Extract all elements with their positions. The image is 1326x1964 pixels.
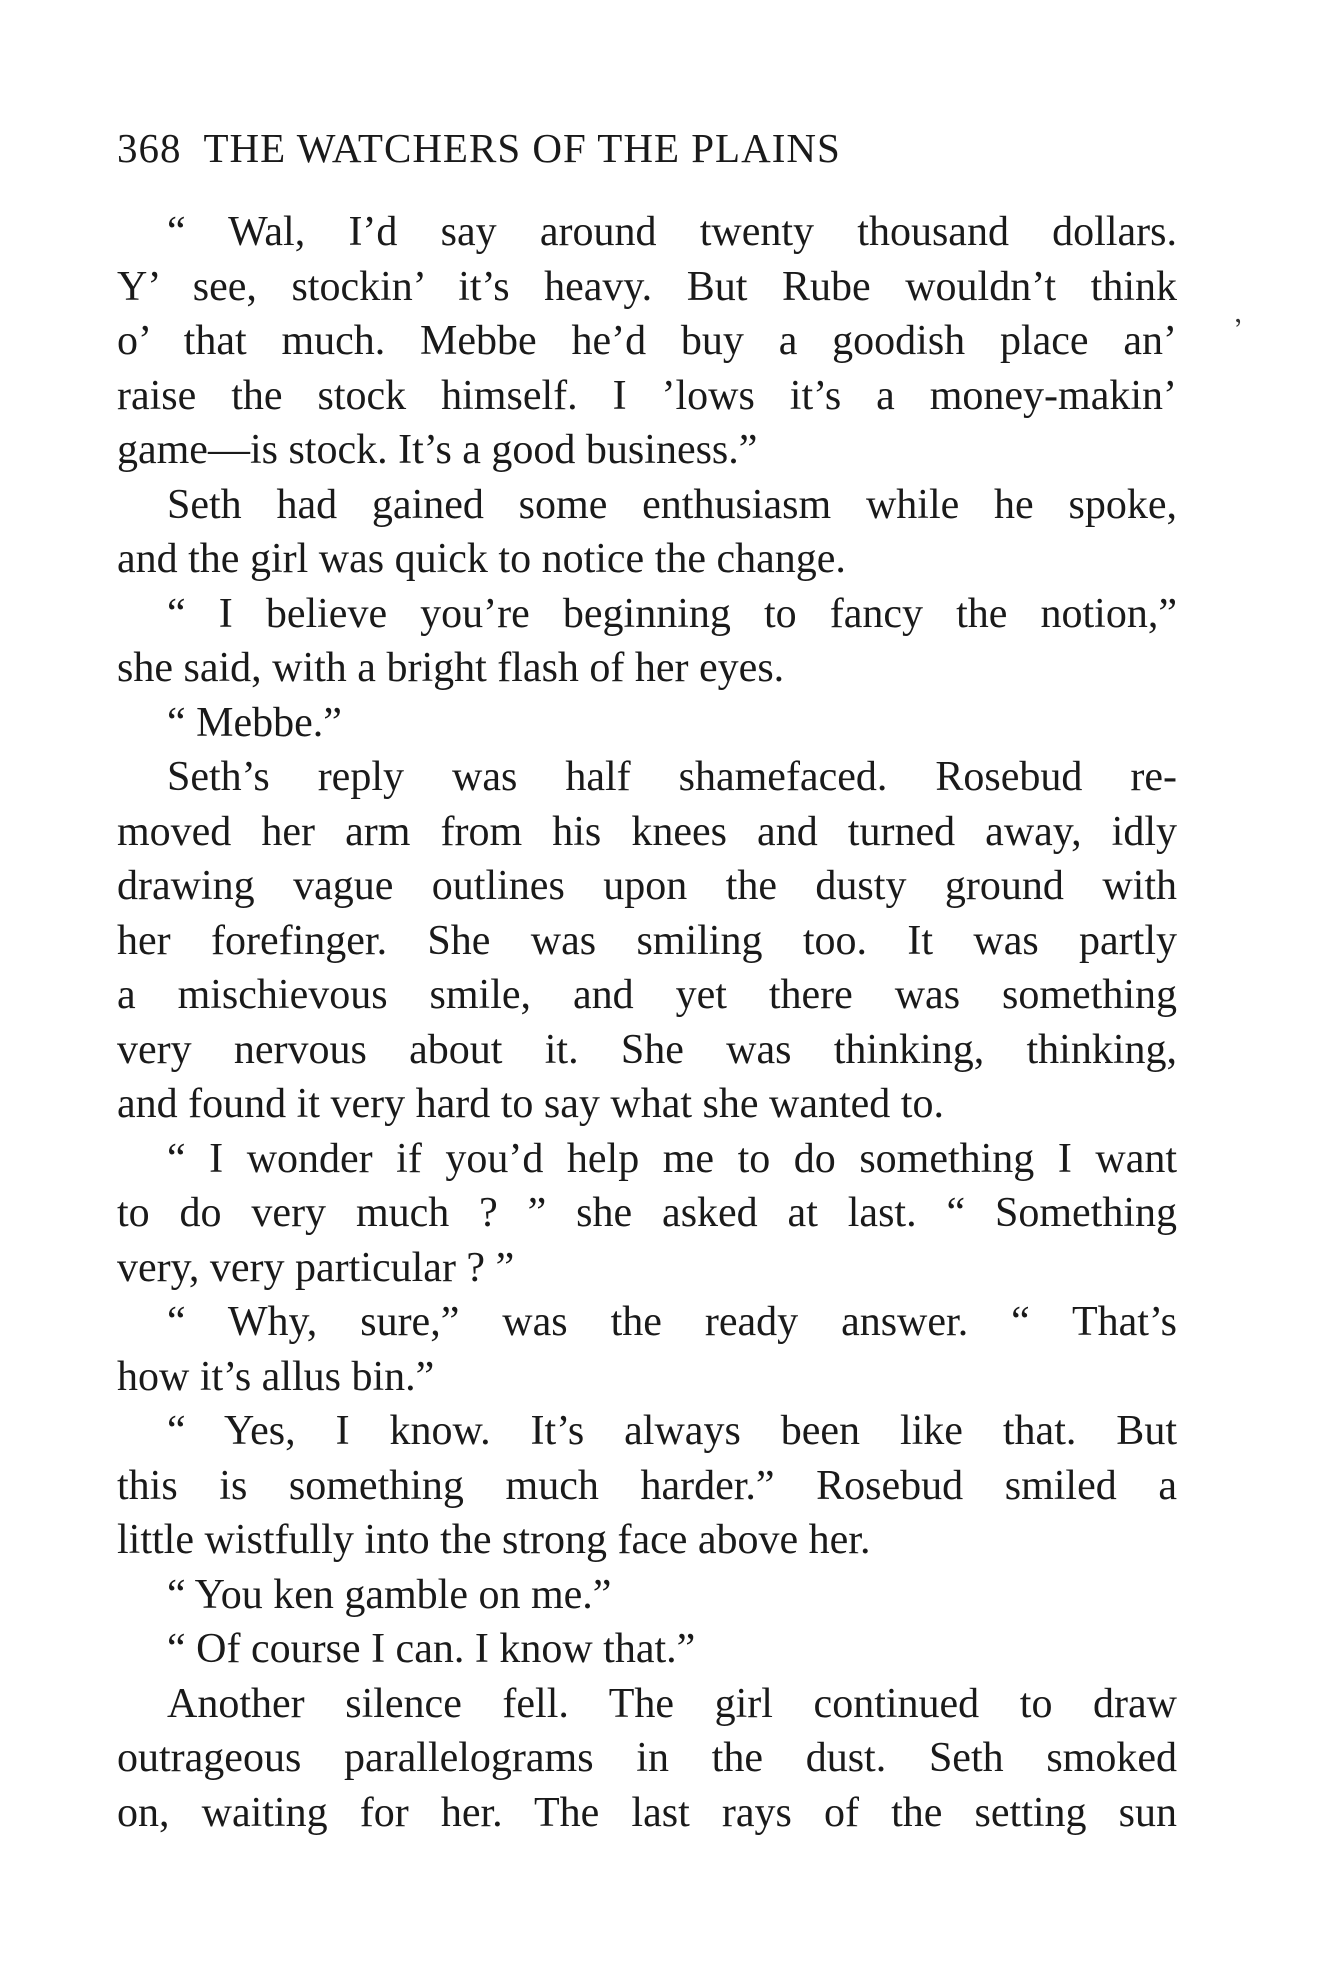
text-line: Another silence fell. The girl continued to draw: [167, 1680, 1177, 1727]
text-line: o’ that much. Mebbe he’d buy a goodish place an’: [117, 318, 1177, 364]
text-line: “ I wonder if you’d help me to do something I want: [167, 1135, 1177, 1182]
text-line: to do very much ? ” she asked at last. “ Something: [117, 1190, 1177, 1236]
text-line: raise the stock himself. I ’lows it’s a money-makin’: [117, 372, 1177, 419]
text-line: little wistfully into the strong face above her.: [117, 1517, 871, 1563]
text-line: her forefinger. She was smiling too. It was partly: [117, 917, 1177, 964]
text-line: “ Mebbe.”: [167, 699, 342, 746]
text-line: “ Wal, I’d say around twenty thousand dollars.: [167, 209, 1177, 255]
text-line: “ Why, sure,” was the ready answer. “ That’s: [167, 1299, 1177, 1345]
book-title: THE WATCHERS OF THE PLAINS: [203, 125, 841, 171]
text-line: Seth had gained some enthusiasm while he spoke,: [167, 481, 1177, 528]
text-line: on, waiting for her. The last rays of the setting sun: [117, 1789, 1177, 1836]
text-line: very nervous about it. She was thinking, thinking,: [117, 1026, 1177, 1073]
text-line: how it’s allus bin.”: [117, 1353, 435, 1400]
text-line: very, very particular ? ”: [117, 1244, 515, 1291]
text-line: “ I believe you’re beginning to fancy the notion,”: [167, 590, 1177, 637]
text-line: a mischievous smile, and yet there was something: [117, 972, 1177, 1018]
text-line: drawing vague outlines upon the dusty ground with: [117, 863, 1177, 909]
text-line: and the girl was quick to notice the change.: [117, 536, 846, 582]
text-line: Seth’s reply was half shamefaced. Rosebud re-: [167, 754, 1177, 800]
text-line: this is something much harder.” Rosebud smiled a: [117, 1462, 1177, 1509]
text-line: game—is stock. It’s a good business.”: [117, 427, 758, 473]
text-line: she said, with a bright flash of her eyes.: [117, 645, 785, 691]
margin-mark: ,: [1230, 295, 1244, 330]
body-text: [117, 205, 1177, 1840]
text-line: and found it very hard to say what she wanted to.: [117, 1081, 944, 1127]
text-line: “ You ken gamble on me.”: [167, 1571, 612, 1618]
text-line: Y’ see, stockin’ it’s heavy. But Rube wouldn’t think: [117, 263, 1177, 310]
text-line: “ Yes, I know. It’s always been like that. But: [167, 1408, 1177, 1454]
text-line: outrageous parallelograms in the dust. Seth smoked: [117, 1735, 1177, 1781]
running-head: [117, 122, 1177, 174]
text-line: “ Of course I can. I know that.”: [167, 1626, 696, 1672]
text-line: moved her arm from his knees and turned away, idly: [117, 808, 1177, 855]
page-number: 368: [117, 125, 182, 171]
